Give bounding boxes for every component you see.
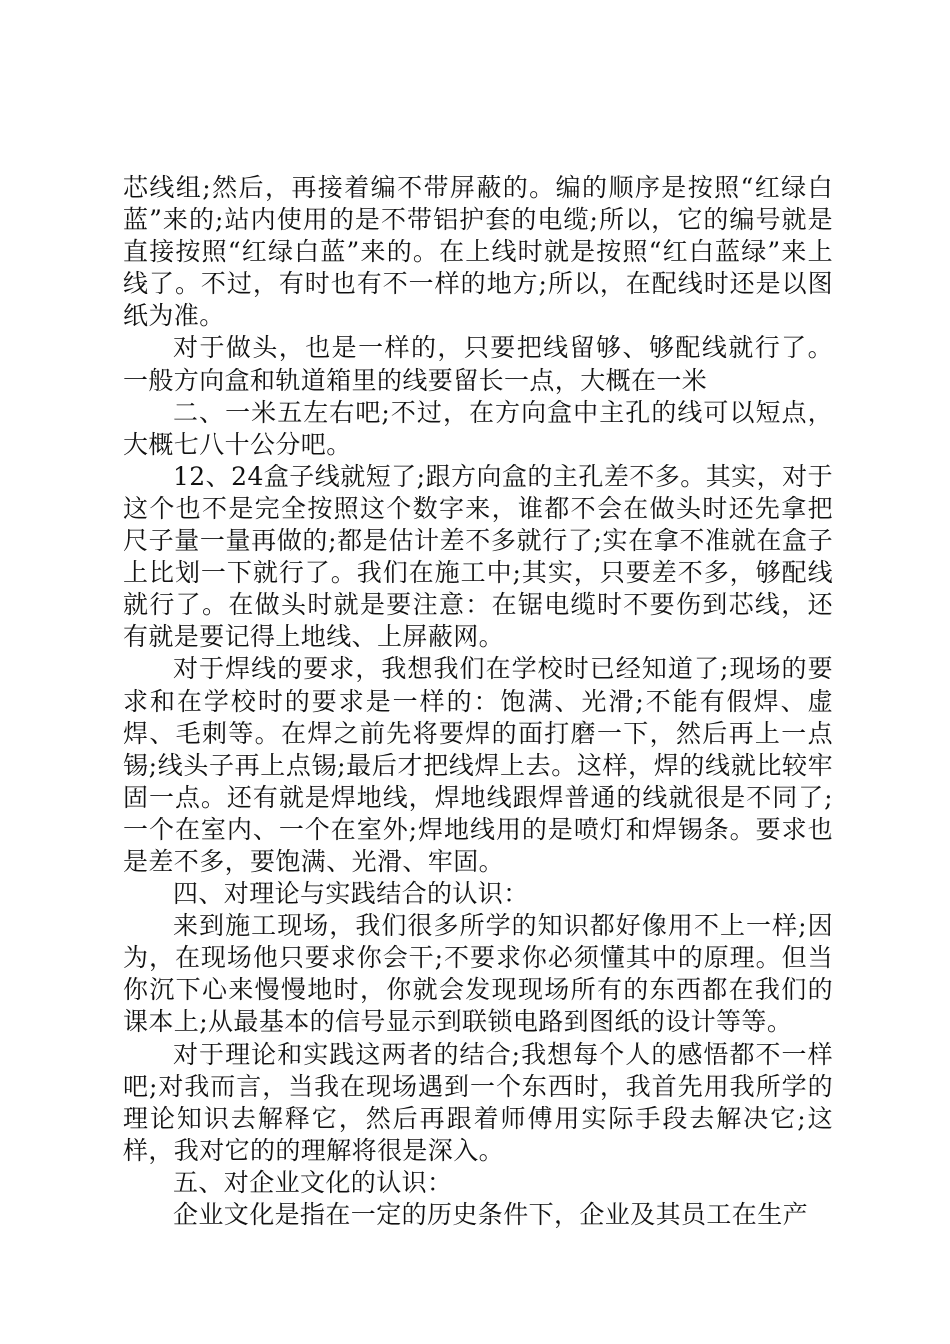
paragraph-8: 企业文化是指在一定的历史条件下，企业及其员工在生产 (173, 1200, 809, 1229)
paragraph-6: 来到施工现场，我们很多所学的知识都好像用不上一样;因为，在现场他只要求你会干;不要求你必须懂其中的原理。但当你沉下心来慢慢地时，你就会发现现场所有的东西都在我们的课本上;从最基本的信号显示到联锁电路到图纸的设计等等。 (123, 911, 833, 1037)
paragraph-7: 对于理论和实践这两者的结合;我想每个人的感悟都不一样吧;对我而言，当我在现场遇到一个东西时，我首先用我所学的理论知识去解释它，然后再跟着师傅用实际手段去解决它;这样，我对它的的理解将很是深入。 (123, 1039, 833, 1165)
paragraph-1: 芯线组;然后，再接着编不带屏蔽的。编的顺序是按照“红绿白蓝”来的;站内使用的是不带铝护套的电缆;所以，它的编号就是直接按照“红绿白蓝”来的。在上线时就是按照“红白蓝绿”来上线了。不过，有时也有不一样的地方;所以，在配线时还是以图纸为准。 (123, 173, 833, 331)
section-heading-4: 四、对理论与实践结合的认识： (173, 879, 529, 909)
paragraph-4: 12、24盒子线就短了;跟方向盒的主孔差不多。其实，对于这个也不是完全按照这个数字来，谁都不会在做头时还先拿把尺子量一量再做的;都是估计差不多就行了;实在拿不准就在盒子上比划一下就行了。我们在施工中;其实，只要差不多，够配线就行了。在做头时就是要注意：在锯电缆时不要伤到芯线，还有就是要记得上地线、上屏蔽网。 (123, 461, 833, 652)
paragraph-5: 对于焊线的要求，我想我们在学校时已经知道了;现场的要求和在学校时的要求是一样的：饱满、光滑;不能有假焊、虚焊、毛刺等。在焊之前先将要焊的面打磨一下，然后再上一点锡;线头子再上点锡;最后才把线焊上去。这样，焊的线就比较牢固一点。还有就是焊地线，焊地线跟焊普通的线就很是不同了;一个在室内、一个在室外;焊地线用的是喷灯和焊锡条。要求也是差不多，要饱满、光滑、牢固。 (123, 654, 833, 876)
paragraph-3: 二、一米五左右吧;不过，在方向盒中主孔的线可以短点，大概七八十公分吧。 (123, 397, 833, 459)
document-body (123, 172, 833, 1231)
section-heading-5: 五、对企业文化的认识： (173, 1167, 453, 1197)
paragraph-2: 对于做头，也是一样的，只要把线留够、够配线就行了。一般方向盒和轨道箱里的线要留长一点，大概在一米 (123, 333, 833, 395)
